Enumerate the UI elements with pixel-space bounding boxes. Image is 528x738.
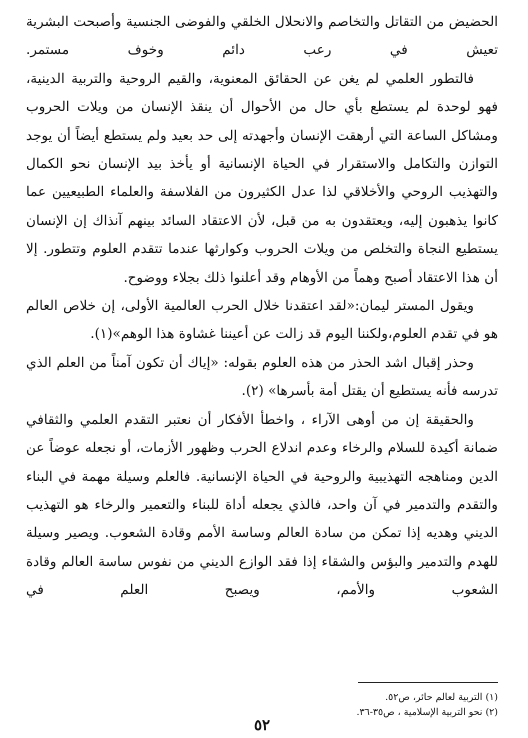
paragraph-1: الحضيض من التقاتل والتخاصم والانحلال الخلقي والفوضى الجنسية وأصبحت البشرية تعيش في رعب دائم وخوف مستمر. bbox=[26, 14, 498, 59]
page-number: ٥٢ bbox=[253, 716, 271, 734]
paragraph-5: والحقيقة إن من أوهى الآراء ، واخطأ الأفكار أن نعتبر التقدم العلمي والثقافي ضمانة أكيدة للسلام والرخاء وعدم اندلاع الحرب وظهور الأزمات، أو نجعله عوضاً عن الدين ومناهجه التهذيبية والروحية في الحياة الإنسانية. فالعلم وسيلة مهمة في البناء والتقدم والتدمير في آن واحد، فالذي يجعله أداة للبناء والتعمير والرخاء هو التهذيب الديني وهديه إذا تمكن من سادة العالم وساسة الأمم وقادة الشعوب. ويصير وسيلة للهدم والتدمير والبؤس والشقاء إذا فقد الوازع الديني من نفوس ساسة العالم وقادة الشعوب والأمم، ويصبح العلم في bbox=[26, 411, 498, 599]
footnote-separator bbox=[358, 682, 498, 683]
footnote-1: (١) التربية لعالم حائر، ص٥٢. bbox=[385, 692, 498, 703]
footnote-2: (٢) نحو التربية الإسلامية ، ص٣٥-٣٦. bbox=[356, 707, 498, 718]
document-page bbox=[26, 8, 498, 734]
paragraph-2: فالتطور العلمي لم يغن عن الحقائق المعنوية، والقيم الروحية والتربية الدينية، فهو لوحدة لم يستطع بأي حال من الأحوال أن ينقذ الإنسان من ويلات الحروب ومشاكل الساعة التي أرهقت الإنسان وأجهدته إلى حد بعيد ولم يستطع أيضاً أن يوجد التوازن والتكامل والاستقرار في الحياة الإنسانية أو يأخذ بيد الإنسان نحو الكمال والتهذيب الروحي والأخلاقي لذا عدل الكثيرون من الفلاسفة والعلماء الطبيعيين عما كانوا يذهبون إليه، ويعتقدون به من قبل، لأن الاعتقاد السائد بينهم آنذاك إن الإنسان يستطيع النجاة والتخلص من ويلات الحروب وكوارثها عندما تتقدم العلوم وتتطور. إلا أن هذا الاعتقاد أصبح وهماً من الأوهام وقد أعلنوا ذلك بجلاء ووضوح. bbox=[26, 70, 498, 286]
body-text bbox=[26, 8, 498, 605]
paragraph-3: ويقول المستر ليمان:«لقد اعتقدنا خلال الحرب العالمية الأولى، إن خلاص العالم هو في تقدم العلوم،ولكننا اليوم قد زالت عن أعيننا غشاوة هذا الوهم»(١). bbox=[26, 298, 498, 343]
paragraph-4: وحذر إقبال اشد الحذر من هذه العلوم بقوله: «إياك أن تكون آمناً من العلم الذي تدرسه فأنه يستطيع أن يقتل أمة بأسرها» (٢). bbox=[26, 354, 498, 400]
